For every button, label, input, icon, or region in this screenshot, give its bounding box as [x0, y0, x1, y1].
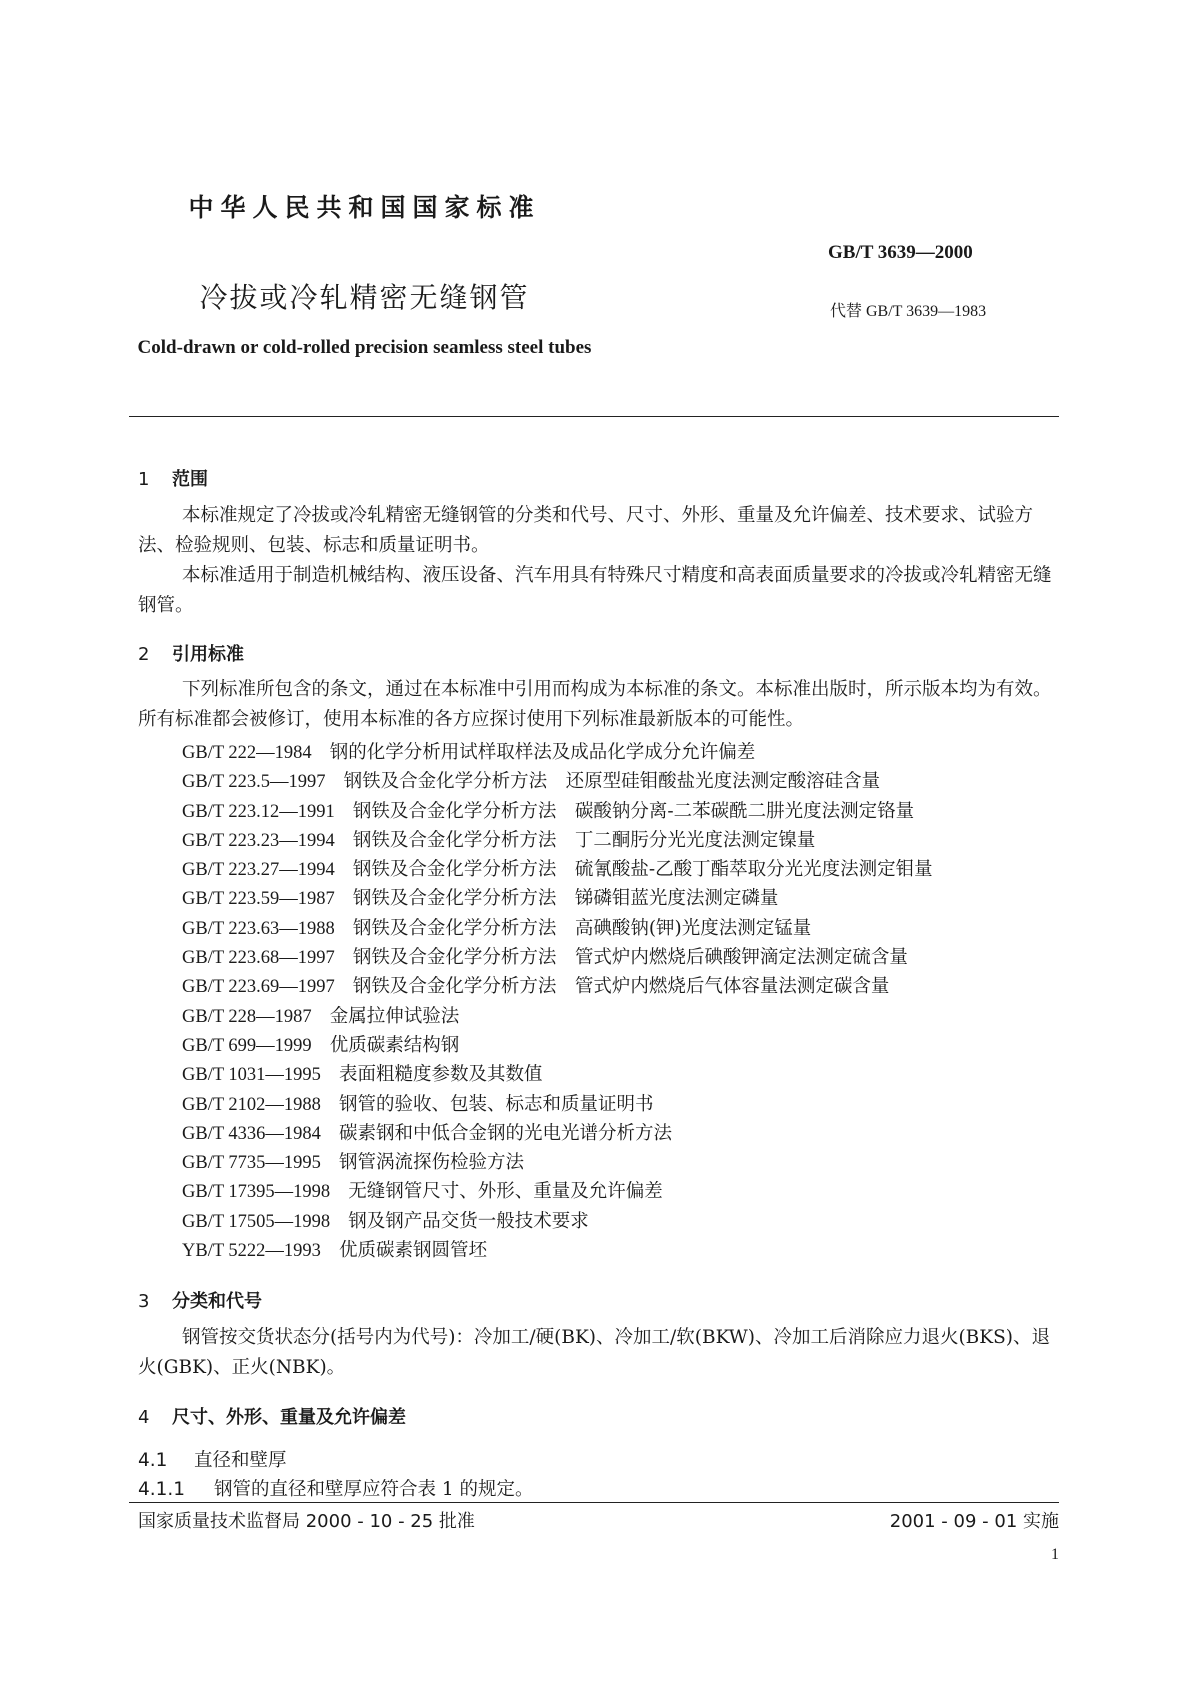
reference-item — [182, 1060, 933, 1089]
section-title: 范围 — [172, 469, 208, 490]
reference-item — [182, 1148, 933, 1177]
reference-code: GB/T 7735—1995 — [182, 1153, 321, 1174]
section-title: 分类和代号 — [172, 1291, 262, 1312]
classification-paragraph — [138, 1323, 1060, 1383]
section-title: 尺寸、外形、重量及允许偏差 — [172, 1407, 406, 1428]
subsection-4-1-1 — [138, 1475, 534, 1501]
reference-item — [182, 826, 933, 855]
paragraph-text: 钢管按交货状态分(括号内为代号)：冷加工/硬(BK)、冷加工/软(BKW)、冷加工后消除应力退火(BKS)、退火(GBK)、正火(NBK)。 — [138, 1327, 1050, 1378]
reference-item — [182, 1207, 933, 1236]
reference-code: GB/T 223.23—1994 — [182, 830, 335, 851]
reference-code: GB/T 223.68—1997 — [182, 948, 335, 969]
reference-title: 钢铁及合金化学分析方法 硫氰酸盐-乙酸丁酯萃取分光光度法测定钼量 — [352, 859, 933, 881]
section-4-heading — [138, 1403, 406, 1429]
reference-item — [182, 797, 933, 826]
reference-item — [182, 914, 933, 943]
reference-item — [182, 1177, 933, 1206]
reference-title: 钢铁及合金化学分析方法 丁二酮肟分光光度法测定镍量 — [352, 829, 816, 851]
replaces-standard: 代替 GB/T 3639—1983 — [830, 303, 987, 320]
reference-item — [182, 884, 933, 913]
reference-code: GB/T 17395—1998 — [182, 1182, 331, 1203]
reference-item — [182, 1119, 933, 1148]
standard-number — [828, 241, 973, 264]
reference-item — [182, 943, 933, 972]
reference-title: 钢管涡流探伤检验方法 — [338, 1152, 524, 1174]
section-number: 4 — [138, 1407, 150, 1428]
approval-line: 国家质量技术监督局 2000 - 10 - 25 批准 — [138, 1511, 475, 1532]
section-number: 1 — [138, 469, 150, 490]
section-number: 2 — [138, 644, 150, 665]
reference-title: 钢铁及合金化学分析方法 高碘酸钠(钾)光度法测定锰量 — [352, 917, 812, 939]
reference-code: GB/T 1031—1995 — [182, 1065, 321, 1086]
section-title: 引用标准 — [172, 644, 244, 665]
subsection-number: 4.1.1 — [138, 1479, 186, 1500]
reference-title: 钢的化学分析用试样取样法及成品化学成分允许偏差 — [329, 742, 756, 763]
section-1-heading — [138, 465, 208, 491]
subsection-text: 钢管的直径和壁厚应符合表 1 的规定。 — [214, 1479, 534, 1500]
implementation-date: 2001 - 09 - 01 实施 — [889, 1511, 1059, 1532]
reference-code: GB/T 699—1999 — [182, 1035, 312, 1056]
reference-code: GB/T 223.63—1988 — [182, 918, 335, 939]
reference-code: GB/T 223.12—1991 — [182, 801, 335, 822]
reference-item — [182, 767, 933, 796]
english-title: Cold-drawn or cold-rolled precision seamless steel tubes — [137, 337, 592, 358]
subsection-4-1 — [138, 1446, 287, 1472]
reference-code: GB/T 223.59—1987 — [182, 889, 335, 910]
reference-title: 钢铁及合金化学分析方法 碳酸钠分离-二苯碳酰二肼光度法测定铬量 — [352, 800, 915, 822]
footer-divider — [129, 1502, 1059, 1503]
reference-title: 优质碳素结构钢 — [329, 1034, 460, 1056]
reference-item — [182, 1031, 933, 1060]
reference-code: GB/T 17505—1998 — [182, 1211, 331, 1232]
subsection-number: 4.1 — [138, 1450, 168, 1471]
reference-item — [182, 1090, 933, 1119]
scope-paragraph-1 — [138, 501, 1060, 561]
national-standard-title: 中华人民共和国国家标准 — [188, 193, 541, 222]
standard-number-text: GB/T 3639—2000 — [828, 242, 973, 263]
reference-list — [182, 738, 933, 1265]
reference-code: GB/T 223.5—1997 — [182, 772, 326, 793]
references-intro — [138, 675, 1060, 735]
section-number: 3 — [138, 1291, 150, 1312]
reference-title: 钢铁及合金化学分析方法 管式炉内燃烧后碘酸钾滴定法测定硫含量 — [352, 947, 908, 969]
reference-title: 金属拉伸试验法 — [329, 1005, 460, 1027]
reference-code: GB/T 4336—1984 — [182, 1123, 321, 1144]
reference-title: 表面粗糙度参数及其数值 — [338, 1064, 543, 1086]
subsection-title: 直径和壁厚 — [194, 1450, 287, 1471]
section-3-heading — [138, 1287, 262, 1313]
reference-title: 无缝钢管尺寸、外形、重量及允许偏差 — [348, 1181, 663, 1203]
reference-item — [182, 1002, 933, 1031]
page-number: 1 — [1051, 1546, 1059, 1563]
reference-title: 碳素钢和中低合金钢的光电光谱分析方法 — [338, 1122, 672, 1144]
reference-code: GB/T 223.69—1997 — [182, 977, 335, 998]
reference-item — [182, 738, 933, 767]
reference-item — [182, 855, 933, 884]
scope-paragraph-2 — [138, 561, 1060, 621]
paragraph-text: 下列标准所包含的条文，通过在本标准中引用而构成为本标准的条文。本标准出版时，所示版本均为有效。所有标准都会被修订，使用本标准的各方应探讨使用下列标准最新版本的可能性。 — [138, 679, 1052, 730]
section-2-heading — [138, 640, 244, 666]
reference-item — [182, 972, 933, 1001]
paragraph-text: 本标准适用于制造机械结构、液压设备、汽车用具有特殊尺寸精度和高表面质量要求的冷拔或冷轧精密无缝钢管。 — [138, 565, 1052, 616]
reference-code: GB/T 222—1984 — [182, 743, 312, 763]
reference-title: 钢管的验收、包装、标志和质量证明书 — [338, 1093, 654, 1115]
reference-code: GB/T 2102—1988 — [182, 1094, 321, 1115]
reference-code: GB/T 223.27—1994 — [182, 860, 335, 881]
reference-code: GB/T 228—1987 — [182, 1006, 312, 1027]
paragraph-text: 本标准规定了冷拔或冷轧精密无缝钢管的分类和代号、尺寸、外形、重量及允许偏差、技术要求、试验方法、检验规则、包装、标志和质量证明书。 — [138, 505, 1034, 556]
header-divider — [129, 416, 1059, 417]
reference-title: 钢铁及合金化学分析方法 管式炉内燃烧后气体容量法测定碳含量 — [352, 976, 890, 998]
reference-item — [182, 1236, 933, 1265]
reference-title: 钢铁及合金化学分析方法 锑磷钼蓝光度法测定磷量 — [352, 888, 779, 910]
reference-title: 钢铁及合金化学分析方法 还原型硅钼酸盐光度法测定酸溶硅含量 — [343, 771, 881, 793]
reference-code: YB/T 5222—1993 — [182, 1241, 321, 1262]
reference-title: 优质碳素钢圆管坯 — [338, 1240, 487, 1262]
reference-title: 钢及钢产品交货一般技术要求 — [348, 1210, 589, 1232]
document-title: 冷拔或冷轧精密无缝钢管 — [199, 281, 530, 314]
